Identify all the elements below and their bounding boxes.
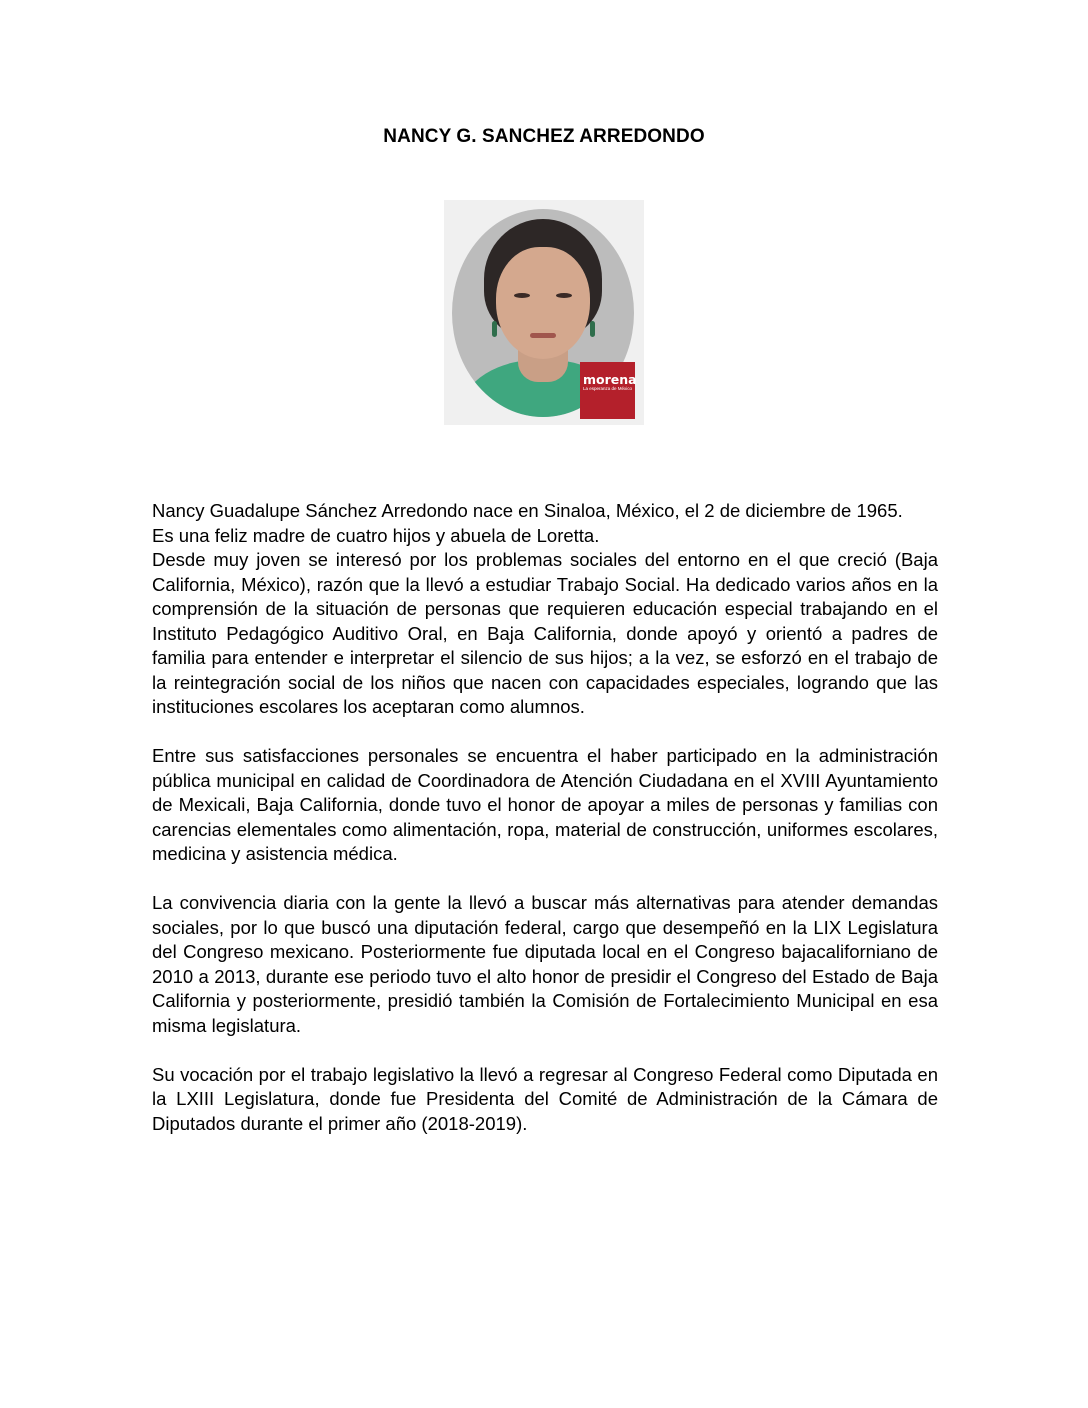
portrait-photo xyxy=(444,200,644,425)
party-logo-name: morena xyxy=(583,372,637,387)
portrait-right-earring xyxy=(590,321,595,337)
party-logo-badge xyxy=(580,362,635,419)
bio-paragraph-legislature: La convivencia diaria con la gente la llevó a buscar más alternativas para atender demandas sociales, por lo que buscó una diputación federal, cargo que desempeñó en la LIX Legislatura del Congreso mexicano. Posteriormente fue diputada local en el Congreso bajacaliforniano de 2010 a 2013, durante ese periodo tuvo el alto honor de presidir el Congreso del Estado de Baja California y posteriormente, presidió también la Comisión de Fortalecimiento Municipal en esa misma legislatura. xyxy=(152,892,938,1036)
bio-paragraph-municipal: Entre sus satisfacciones personales se encuentra el haber participado en la administración pública municipal en calidad de Coordinadora de Atención Ciudadana en el XVIII Ayuntamiento de Mexicali, Baja California, donde tuvo el honor de apoyar a miles de personas y familias con carencias elementales como alimentación, ropa, material de construcción, uniformes escolares, medicina y asistencia médica. xyxy=(152,745,938,864)
portrait-mouth xyxy=(530,333,556,338)
party-logo-slogan: La esperanza de México xyxy=(583,386,633,391)
bio-paragraph-federal-congress: Su vocación por el trabajo legislativo la llevó a regresar al Congreso Federal como Diputada en la LXIII Legislatura, donde fue Presidenta del Comité de Administración de la Cámara de Diputados durante el primer año (2018-2019). xyxy=(152,1063,938,1134)
document-title: NANCY G. SANCHEZ ARREDONDO xyxy=(383,126,705,147)
portrait-right-eye xyxy=(556,293,572,298)
bio-paragraph-family: Es una feliz madre de cuatro hijos y abuela de Loretta. xyxy=(152,524,600,546)
biography-body xyxy=(152,499,938,1136)
portrait-face xyxy=(496,247,590,359)
bio-paragraph-birth: Nancy Guadalupe Sánchez Arredondo nace en Sinaloa, México, el 2 de diciembre de 1965. xyxy=(152,500,903,521)
portrait-left-earring xyxy=(492,321,497,337)
portrait-left-eye xyxy=(514,293,530,298)
bio-paragraph-early-career: Desde muy joven se interesó por los problemas sociales del entorno en el que creció (Baja California, México), razón que la llevó a estudiar Trabajo Social. Ha dedicado varios años en la comprensión de la situación de personas que requieren educación especial trabajando en el Instituto Pedagógico Auditivo Oral, en Baja California, donde apoyó y orientó a padres de familia para entender e interpretar el silencio de sus hijos; a la vez, se esforzó en el trabajo de la reintegración social de los niños que nacen con capacidades especiales, logrando que las instituciones escolares los aceptaran como alumnos. xyxy=(152,549,938,717)
